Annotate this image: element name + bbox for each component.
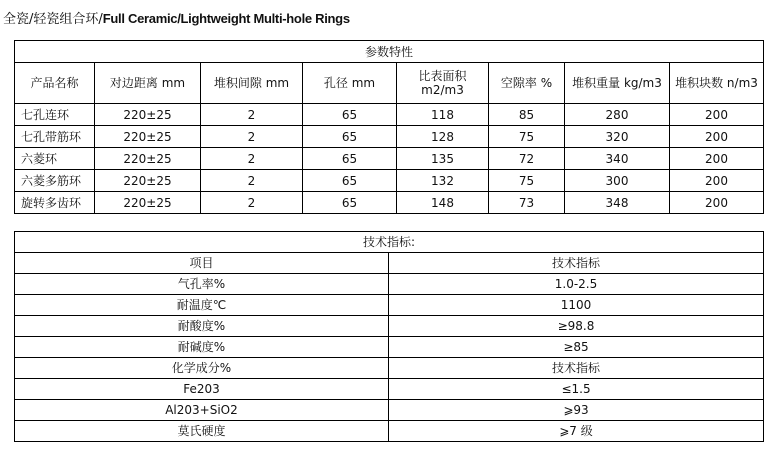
title-english: Full Ceramic/Lightweight Multi-hole Rings (102, 11, 350, 26)
value-cell: 65 (303, 170, 397, 192)
product-name-cell: 七孔连环 (15, 104, 95, 126)
value-cell: 72 (489, 148, 565, 170)
spec-item-cell: 耐碱度% (15, 337, 389, 358)
column-header: 堆积块数 n/m3 (670, 63, 764, 104)
table-row (15, 400, 764, 421)
value-cell: 2 (201, 192, 303, 214)
spec-value-cell: 技术指标 (389, 253, 764, 274)
table-row (15, 421, 764, 442)
spec-item-cell: 气孔率% (15, 274, 389, 295)
spec-item-cell: 耐酸度% (15, 316, 389, 337)
value-cell: 340 (565, 148, 670, 170)
column-header: 堆积重量 kg/m3 (565, 63, 670, 104)
column-header: 比表面积 m2/m3 (397, 63, 489, 104)
spec-item-cell: 项目 (15, 253, 389, 274)
value-cell: 200 (670, 170, 764, 192)
value-cell: 200 (670, 104, 764, 126)
value-cell: 200 (670, 192, 764, 214)
parameters-group-header: 参数特性 (15, 41, 764, 63)
value-cell: 118 (397, 104, 489, 126)
table-row (15, 295, 764, 316)
product-name-cell: 六菱环 (15, 148, 95, 170)
value-cell: 65 (303, 148, 397, 170)
column-header: 产品名称 (15, 63, 95, 104)
value-cell: 65 (303, 126, 397, 148)
technical-specs-header: 技术指标: (15, 232, 764, 253)
value-cell: 2 (201, 170, 303, 192)
column-header: 空隙率 % (489, 63, 565, 104)
value-cell: 2 (201, 104, 303, 126)
parameters-table (14, 40, 764, 214)
spec-item-cell: Al203+SiO2 (15, 400, 389, 421)
column-header: 堆积间隙 mm (201, 63, 303, 104)
table-row (15, 192, 764, 214)
table-row (15, 379, 764, 400)
table-row (15, 104, 764, 126)
table-row (15, 316, 764, 337)
table-row (15, 358, 764, 379)
product-name-cell: 七孔带筋环 (15, 126, 95, 148)
spec-value-cell: 1100 (389, 295, 764, 316)
value-cell: 75 (489, 170, 565, 192)
product-name-cell: 六菱多筋环 (15, 170, 95, 192)
product-name-cell: 旋转多齿环 (15, 192, 95, 214)
value-cell: 2 (201, 148, 303, 170)
value-cell: 220±25 (95, 170, 201, 192)
spec-value-cell: ≥85 (389, 337, 764, 358)
value-cell: 220±25 (95, 104, 201, 126)
technical-specs-table (14, 231, 764, 442)
spec-value-cell: 技术指标 (389, 358, 764, 379)
value-cell: 300 (565, 170, 670, 192)
value-cell: 320 (565, 126, 670, 148)
value-cell: 200 (670, 126, 764, 148)
table-row (15, 274, 764, 295)
spec-value-cell: 1.0-2.5 (389, 274, 764, 295)
value-cell: 132 (397, 170, 489, 192)
spec-item-cell: 莫氏硬度 (15, 421, 389, 442)
table-row (15, 126, 764, 148)
value-cell: 220±25 (95, 126, 201, 148)
value-cell: 135 (397, 148, 489, 170)
value-cell: 85 (489, 104, 565, 126)
spec-item-cell: 耐温度℃ (15, 295, 389, 316)
spec-value-cell: ⩾7 级 (389, 421, 764, 442)
value-cell: 128 (397, 126, 489, 148)
value-cell: 220±25 (95, 192, 201, 214)
spec-item-cell: 化学成分% (15, 358, 389, 379)
table-row (15, 170, 764, 192)
title-chinese: 全瓷/轻瓷组合环/ (3, 12, 103, 27)
column-header: 对边距离 mm (95, 63, 201, 104)
column-header: 孔径 mm (303, 63, 397, 104)
value-cell: 220±25 (95, 148, 201, 170)
value-cell: 148 (397, 192, 489, 214)
document-title (3, 8, 350, 27)
table-row (15, 253, 764, 274)
value-cell: 2 (201, 126, 303, 148)
spec-value-cell: ⩾93 (389, 400, 764, 421)
value-cell: 348 (565, 192, 670, 214)
spec-value-cell: ≥98.8 (389, 316, 764, 337)
value-cell: 65 (303, 192, 397, 214)
value-cell: 280 (565, 104, 670, 126)
value-cell: 73 (489, 192, 565, 214)
table-row (15, 148, 764, 170)
spec-item-cell: Fe203 (15, 379, 389, 400)
table-row (15, 337, 764, 358)
value-cell: 200 (670, 148, 764, 170)
value-cell: 75 (489, 126, 565, 148)
value-cell: 65 (303, 104, 397, 126)
spec-value-cell: ≤1.5 (389, 379, 764, 400)
